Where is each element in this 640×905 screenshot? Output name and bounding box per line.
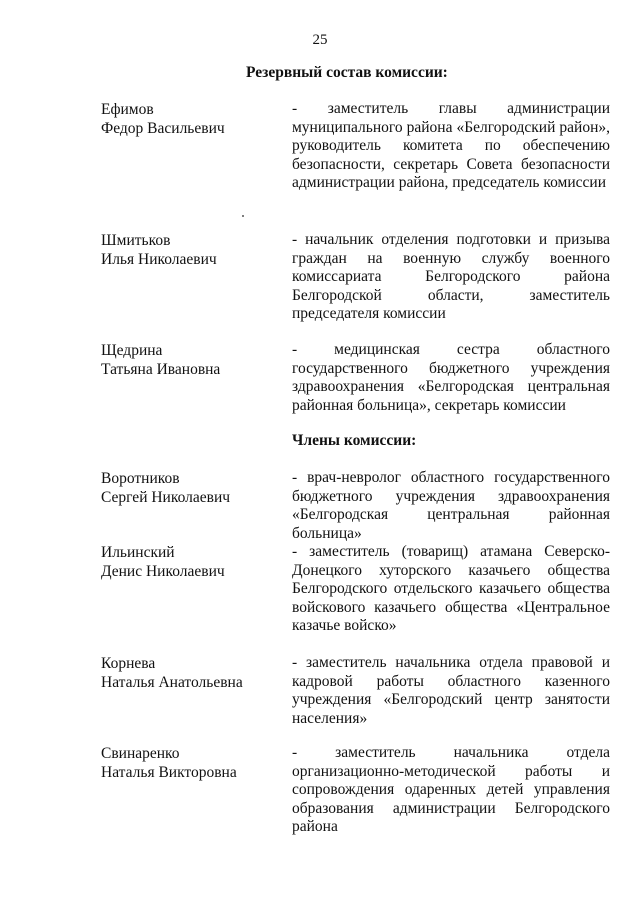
person-name xyxy=(101,100,276,138)
surname: Воротников xyxy=(101,470,180,487)
reserve-heading: Резервный состав комиссии: xyxy=(246,64,448,81)
surname: Шмитьков xyxy=(101,232,171,249)
person-role: - заместитель начальника отдела правовой и кадровой работы областного казенного учреждения «Белгородский центр занятости населения» xyxy=(292,654,610,727)
given-name: Денис Николаевич xyxy=(101,563,225,580)
given-name: Наталья Анатольевна xyxy=(101,674,243,691)
person-name xyxy=(101,341,276,379)
person-name xyxy=(101,654,276,692)
stray-mark xyxy=(242,215,244,217)
given-name: Федор Васильевич xyxy=(101,120,225,137)
surname: Корнева xyxy=(101,655,156,672)
person-name xyxy=(101,744,276,782)
given-name: Сергей Николаевич xyxy=(101,489,231,506)
surname: Ильинский xyxy=(101,544,175,561)
person-name xyxy=(101,543,276,581)
given-name: Наталья Викторовна xyxy=(101,764,237,781)
surname: Щедрина xyxy=(101,342,163,359)
page-number: 25 xyxy=(312,32,328,48)
person-role: - заместитель главы администрации муниципального района «Белгородский район», руководитель комитета по обеспечению безопасности, секретарь Совета безопасности администрации района, председатель комиссии xyxy=(292,100,610,191)
given-name: Татьяна Ивановна xyxy=(101,361,221,378)
person-name xyxy=(101,231,276,269)
surname: Ефимов xyxy=(101,101,154,118)
person-role: - заместитель (товарищ) атамана Северско-Донецкого хуторского казачьего общества Белгородского отдельского казачьего общества войскового казачьего общества «Центральное казачье войско» xyxy=(292,543,610,634)
person-role: - заместитель начальника отдела организационно-методической работы и сопровождения одаренных детей управления образования администрации Белгородского района xyxy=(292,744,610,835)
person-role: - медицинская сестра областного государственного бюджетного учреждения здравоохранения «Белгородская центральная районная больница», секретарь комиссии xyxy=(292,341,610,414)
person-name xyxy=(101,469,276,507)
person-role: - начальник отделения подготовки и призыва граждан на военную службу военного комиссариата Белгородского района Белгородской области, заместитель председателя комиссии xyxy=(292,231,610,322)
members-heading: Члены комиссии: xyxy=(292,432,417,449)
surname: Свинаренко xyxy=(101,745,180,762)
given-name: Илья Николаевич xyxy=(101,251,217,268)
person-role: - врач-невролог областного государственного бюджетного учреждения здравоохранения «Белгородская центральная районная больница» xyxy=(292,469,610,542)
